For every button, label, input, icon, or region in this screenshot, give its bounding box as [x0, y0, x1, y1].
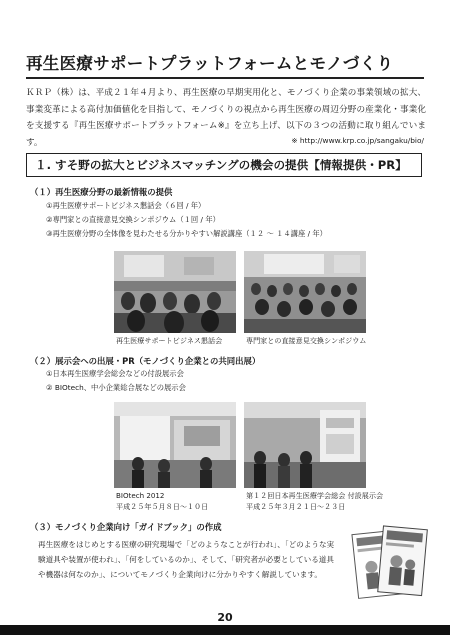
subsection-1-item-3: ③再生医療分野の全体像を見わたせる分かりやすい解説講座（１２ ～ １４講座 / 年）	[46, 229, 327, 238]
caption-business-salon: 再生医療サポートビジネス懇話会	[116, 336, 223, 345]
intro-url-note: ※ http://www.krp.co.jp/sangaku/bio/	[291, 136, 424, 145]
caption-biotech-line-2: 平成２５年５月８日～１０日	[116, 502, 209, 511]
caption-society-line-1: 第１２回日本再生医療学会総会 付設展示会	[246, 491, 384, 500]
subsection-1-heading: （１）再生医療分野の最新情報の提供	[30, 187, 173, 197]
subsection-3-text: 再生医療をはじめとする医療の研究現場で「どのようなことが行われ」、「どのような実験道具や装置が使われ」、「何をしているのか」、そして、「研究者が必要としている道具や機器は何なのか」、についてモノづくり企業向けに分かりやすく解説しています。	[38, 540, 335, 580]
subsection-2-heading: （２）展示会への出展・PR（モノづくり企業との共同出展）	[30, 356, 261, 366]
page-number: 20	[217, 611, 233, 624]
photo-business-salon	[114, 251, 236, 333]
guidebook-covers-image	[350, 522, 430, 608]
subsection-2-item-1: ①日本再生医療学会総会などの付設展示会	[46, 369, 184, 378]
subsection-1-item-2: ②専門家との直接意見交換シンポジウム（１回 / 年）	[46, 215, 220, 224]
caption-symposium: 専門家との直接意見交換シンポジウム	[246, 336, 367, 345]
photo-symposium	[244, 251, 366, 333]
subsection-3-heading: （３）モノづくり企業向け「ガイドブック」の作成	[30, 522, 222, 532]
caption-society-line-2: 平成２５年３月２１日～２３日	[246, 502, 346, 511]
caption-biotech	[116, 490, 208, 512]
page-title: 再生医療サポートプラットフォームとモノづくり	[26, 54, 394, 73]
subsection-1-item-1: ①再生医療サポートビジネス懇話会（６回 / 年）	[46, 201, 206, 210]
section-1-header	[26, 153, 422, 177]
footer-bar	[0, 625, 450, 635]
caption-biotech-line-1: BIOtech 2012	[116, 491, 165, 500]
photo-biotech-booth	[114, 402, 236, 488]
photo-society-booth	[244, 402, 366, 488]
section-1-title: １. すそ野の拡大とビジネスマッチングの機会の提供【情報提供・PR】	[35, 158, 407, 172]
subsection-2-item-2: ② BIOtech、中小企業総合展などの展示会	[46, 383, 186, 392]
intro-paragraph: ＫＲＰ（株）は、平成２１年４月より、再生医療の早期実用化と、モノづくり企業の事業領域の拡大、事業変革による高付加価値化を目指して、モノづくりの視点から再生医療の周辺分野の産業化・事業化を支援する『再生医療サポートプラットフォーム※』を立ち上げ、以下の３つの活動に取り組んでいます。	[26, 88, 426, 148]
title-underline	[26, 77, 424, 79]
caption-society-exhibition	[246, 490, 383, 512]
